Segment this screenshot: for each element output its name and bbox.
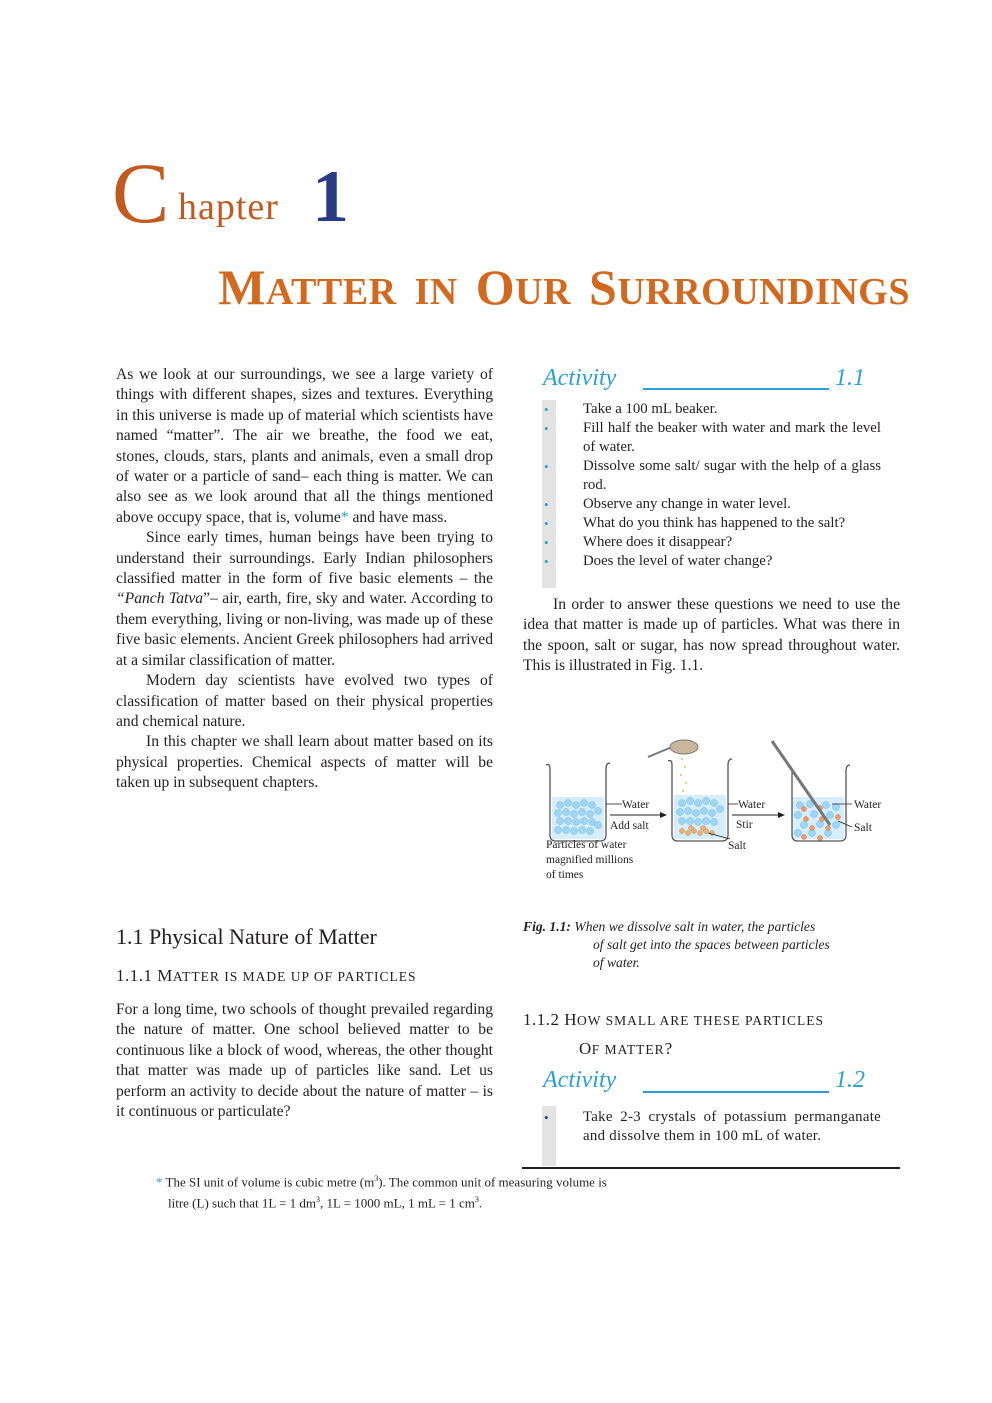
activity-1-2-heading (543, 1068, 616, 1092)
right-column-text (523, 595, 900, 677)
paragraph-particles-idea: In order to answer these questions we need to use the idea that matter is made up of particles. What was there in the spoon, salt or sugar, has now spread throughout water. This is illustrated in Fig. 1.1. (523, 596, 900, 675)
label-water-1: Water (622, 799, 650, 811)
beaker-dissolved-icon (772, 741, 850, 841)
title-urroundings: URROUNDINGS (617, 271, 910, 313)
title-ur: UR (515, 271, 572, 313)
activity-1-1-number: 1.1 (835, 365, 865, 391)
bullet-icon: • (544, 421, 549, 436)
list-item: • Fill half the beaker with water and mark the level of water. (544, 420, 881, 455)
bullet-icon: • (544, 497, 549, 512)
chapter-word: hapter (178, 186, 279, 228)
subsection-1-1-2-heading: 1.1.2 HOW SMALL ARE THESE PARTICLES OF MATTER? (523, 1010, 824, 1058)
paragraph-schools-of-thought: For a long time, two schools of thought prevailed regarding the nature of matter. One school believed matter to be continuous like a block of wood, whereas, the other thought that matter was made up of particles like sand. Let us perform an activity to decide about the nature of matter – is it continuous or particulate? (116, 1001, 493, 1121)
beaker-salt-icon (668, 759, 732, 841)
footnote-marker: * (340, 508, 349, 526)
paragraph-intro: As we look at our surroundings, we see a large variety of things with different shapes, sizes and textures. Everything in this universe is made up of material which scientists have named “matter”. The air we breathe, the food we eat, stones, clouds, stars, plants and animals, even a small drop of water or a particle of sand– each thing is matter. We can also see as we look around that all the things mentioned above occupy space, that is, volume* and have mass. (116, 366, 493, 526)
figure-1-1-illustration (540, 735, 900, 885)
list-item: • Dissolve some salt/ sugar with the help of a glass rod. (544, 458, 881, 493)
section-heading: 1.1 Physical Nature of Matter (116, 924, 377, 949)
list-item: • Does the level of water change? (544, 553, 773, 569)
activity-1-2-list (543, 1108, 881, 1146)
activity-1-1-rule (643, 388, 829, 390)
activity-1-2-number: 1.2 (835, 1067, 865, 1093)
footnote-star: * (156, 1174, 163, 1190)
activity-1-1-list (543, 400, 881, 571)
list-item: • Take a 100 mL beaker. (544, 401, 718, 417)
panch-tatva-term: “Panch Tatva (116, 590, 204, 608)
activity-label: Activity (543, 1067, 617, 1093)
activity-label: Activity (543, 365, 617, 391)
spoon-icon (648, 740, 698, 792)
left-column-particles (116, 1000, 493, 1122)
label-particles-1: Particles of water (546, 839, 627, 851)
label-particles-3: of times (546, 869, 584, 881)
figure-1-1-caption: Fig. 1.1: When we dissolve salt in water, the particles of salt get into the spaces between particles of water. (523, 919, 830, 970)
label-particles-2: magnified millions (546, 854, 634, 866)
bullet-icon: • (544, 402, 549, 417)
paragraph-history: Since early times, human beings have been trying to understand their surroundings. Early Indian philosophers classified matter in the form of five basic elements – the “Panch Tatva”– air, earth, fire, sky and water. According to them everything, living or non-living, was made up of these five basic elements. Ancient Greek philosophers had arrived at a similar classification of matter. (116, 529, 493, 669)
figure-label: Fig. 1.1: (523, 919, 571, 934)
activity-1-2-rule (643, 1091, 829, 1093)
bullet-icon: • (544, 459, 549, 474)
left-column-intro (116, 365, 493, 794)
chapter-title (150, 259, 910, 315)
label-water-3: Water (854, 799, 882, 811)
chapter-number: 1 (312, 156, 349, 238)
title-m: M (218, 259, 266, 315)
subsection-heading: 1.1.1 MATTER IS MADE UP OF PARTICLES (116, 966, 417, 985)
label-salt-1: Salt (728, 840, 746, 852)
bullet-icon: • (544, 554, 549, 569)
label-stir: Stir (736, 819, 753, 831)
title-in: IN (414, 271, 458, 313)
list-item: • Where does it disappear? (544, 534, 733, 550)
bullet-icon: • (544, 1110, 549, 1125)
chapter-initial: C (112, 145, 170, 241)
label-water-2: Water (738, 799, 766, 811)
footnote: * The SI unit of volume is cubic metre $(m^3)$. The common unit of measuring volume is litre (L) such that 1L = 1 $dm^3$, 1L = 1000 mL, 1 mL = 1 $cm^3$. (156, 1174, 607, 1211)
list-item: • Take 2-3 crystals of potassium permanganate and dissolve them in 100 mL of water. (544, 1109, 881, 1144)
title-s: S (589, 259, 618, 315)
label-add-salt: Add salt (610, 820, 649, 832)
title-o: O (475, 259, 516, 315)
paragraph-chapter-scope: In this chapter we shall learn about matter based on its physical properties. Chemical aspects of matter will be taken up in subsequent chapters. (116, 733, 493, 792)
activity-1-1-heading (543, 366, 616, 390)
label-salt-2: Salt (854, 822, 872, 834)
beaker-water-icon (546, 763, 610, 841)
bullet-icon: • (544, 535, 549, 550)
list-item: • Observe any change in water level. (544, 496, 791, 512)
list-item: • What do you think has happened to the salt? (544, 515, 846, 531)
title-atter: ATTER (265, 271, 397, 313)
footnote-rule (522, 1167, 900, 1169)
bullet-icon: • (544, 516, 549, 531)
paragraph-modern: Modern day scientists have evolved two types of classification of matter based on their physical properties and chemical nature. (116, 672, 493, 730)
